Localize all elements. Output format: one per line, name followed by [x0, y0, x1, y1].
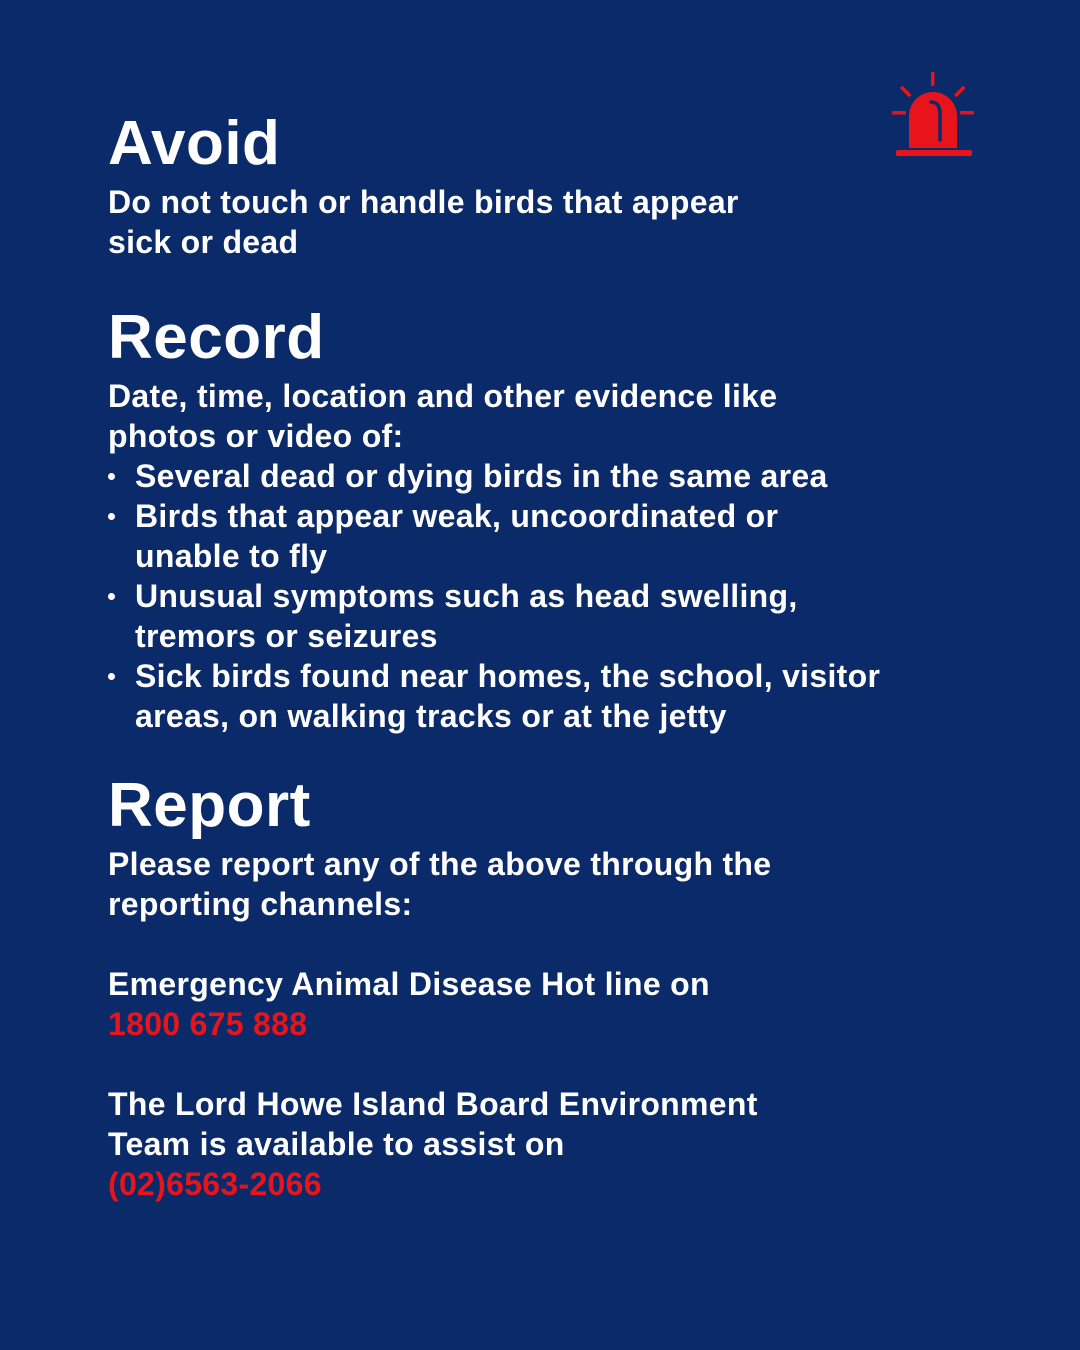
hotline-label: Emergency Animal Disease Hot line on	[108, 966, 710, 1002]
bullet-dot-icon	[108, 513, 115, 520]
board-text-line2: Team is available to assist on	[108, 1126, 565, 1162]
bullet-dot-icon	[108, 473, 115, 480]
bullet-text-cont: unable to fly	[135, 538, 328, 574]
board-phone-link[interactable]: (02)6563-2066	[108, 1166, 322, 1202]
report-text-line2: reporting channels:	[108, 886, 413, 922]
bullet-text: Sick birds found near homes, the school, visitor	[135, 658, 881, 694]
list-item	[108, 576, 880, 656]
record-text-line2: photos or video of:	[108, 418, 404, 454]
alarm-siren-icon	[890, 70, 976, 160]
section-record	[108, 300, 880, 736]
list-item	[108, 656, 880, 736]
bullet-dot-icon	[108, 593, 115, 600]
section-avoid	[108, 106, 739, 262]
report-title: Report	[108, 771, 311, 840]
record-title: Record	[108, 303, 325, 372]
board-text-line1: The Lord Howe Island Board Environment	[108, 1086, 758, 1122]
record-text-line1: Date, time, location and other evidence like	[108, 378, 778, 414]
avoid-text-line1: Do not touch or handle birds that appear	[108, 184, 739, 220]
bullet-text-cont: areas, on walking tracks or at the jetty	[135, 698, 727, 734]
avoid-title: Avoid	[108, 109, 281, 178]
hotline-phone-link[interactable]: 1800 675 888	[108, 1006, 308, 1042]
avoid-text-line2: sick or dead	[108, 224, 299, 260]
bullet-text: Unusual symptoms such as head swelling,	[135, 578, 798, 614]
record-bullet-list	[108, 456, 880, 736]
bullet-text: Birds that appear weak, uncoordinated or	[135, 498, 779, 534]
bullet-dot-icon	[108, 673, 115, 680]
list-item	[108, 456, 880, 496]
list-item	[108, 496, 880, 576]
section-report	[108, 768, 771, 1204]
bullet-text-cont: tremors or seizures	[135, 618, 438, 654]
bullet-text: Several dead or dying birds in the same area	[135, 458, 828, 494]
report-text-line1: Please report any of the above through the	[108, 846, 772, 882]
